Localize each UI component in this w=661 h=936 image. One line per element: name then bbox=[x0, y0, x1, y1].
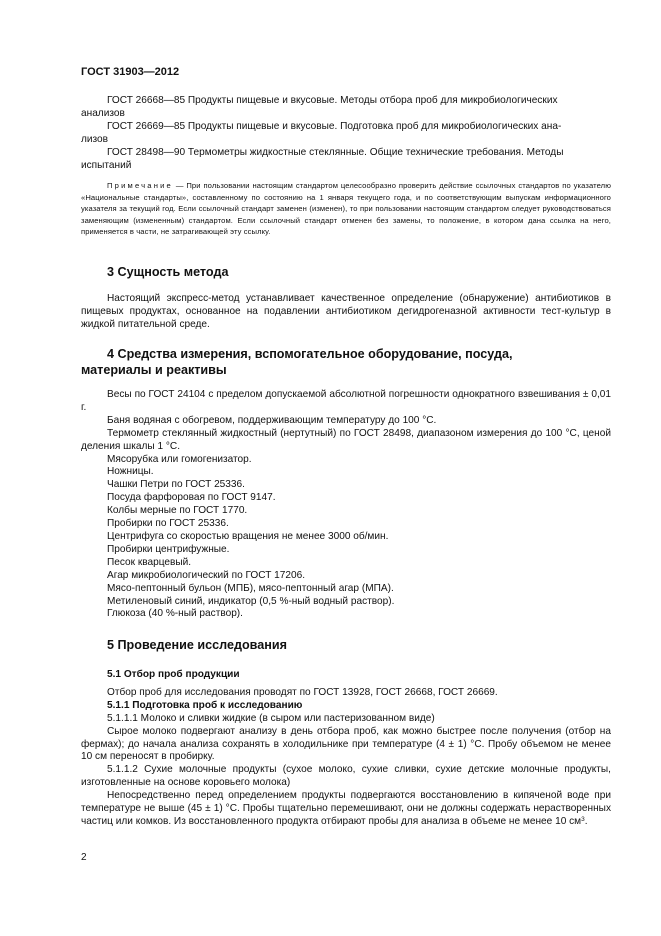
list-item: Пробирки центрифужные. bbox=[107, 543, 230, 555]
section-4-title: 4 Средства измерения, вспомогательное оборудование, посуда, bbox=[107, 347, 513, 361]
section-4-title-cont: материалы и реактивы bbox=[81, 363, 227, 377]
section-3-body bbox=[81, 293, 611, 332]
reference-item-continuation: анализов bbox=[81, 107, 125, 119]
section-5 bbox=[81, 637, 611, 653]
section-5-body bbox=[81, 669, 611, 829]
section-4 bbox=[81, 346, 611, 378]
section-5-title: 5 Проведение исследования bbox=[107, 638, 287, 652]
list-item: Центрифуга со скоростью вращения не менее 3000 об/мин. bbox=[107, 530, 389, 542]
subsection-5-1-1-title: 5.1.1 Подготовка проб к исследованию bbox=[107, 699, 303, 711]
list-item: Ножницы. bbox=[107, 466, 154, 478]
list-item: Чашки Петри по ГОСТ 25336. bbox=[107, 479, 245, 491]
list-item: Песок кварцевый. bbox=[107, 556, 192, 568]
list-item: Термометр стеклянный жидкостный (нертутный) по ГОСТ 28498, диапазоном измерения до 100 °С, ценой деления шкалы 1 °С. bbox=[81, 427, 611, 452]
subsection-5-1-text: Отбор проб для исследования проводят по ГОСТ 13928, ГОСТ 26668, ГОСТ 26669. bbox=[107, 686, 498, 698]
list-item: Колбы мерные по ГОСТ 1770. bbox=[107, 505, 248, 517]
list-item: Агар микробиологический по ГОСТ 17206. bbox=[107, 569, 306, 581]
subsection-5-1-1-1-title: 5.1.1.1 Молоко и сливки жидкие (в сыром или пастеризованном виде) bbox=[107, 712, 435, 724]
list-item: Метиленовый синий, индикатор (0,5 %-ный водный раствор). bbox=[107, 595, 395, 607]
list-item: Мясо-пептонный бульон (МПБ), мясо-пептонный агар (МПА). bbox=[107, 582, 394, 594]
document-header: ГОСТ 31903—2012 bbox=[81, 66, 180, 78]
section-3-title: 3 Сущность метода bbox=[107, 265, 229, 279]
superscript: 3 bbox=[581, 815, 585, 823]
page-number: 2 bbox=[81, 852, 87, 863]
note-text: — При пользовании настоящим стандартом целесообразно проверить действие ссылочных стандартов по указателю «Национальные стандарты», составленному по состоянию на 1 января текущего года, и по соответствующим выпускам информационного указателя за текущий год. Если ссылочный стандарт заменен (изменен), то при пользовании настоящим стандартом следует руководствоваться заменяющим (измененным) стандартом. Если ссылочный стандарт отменен без замены, то положение, в котором дана ссылка на него, применяется в части, не затрагивающей эту ссылку. bbox=[81, 181, 611, 236]
section-4-list bbox=[81, 389, 611, 621]
note-label: Примечание bbox=[107, 181, 173, 190]
subsection-5-1-1-1-text: Сырое молоко подвергают анализу в день отбора проб, как можно быстрее после получения (отбор на фермах); до начала анализа сохранять в холодильнике при температуре (4 ± 1) °С. Пробу объемом не менее 10 см переносят в пробирку. bbox=[81, 725, 611, 763]
note-block bbox=[81, 180, 611, 238]
list-item: Мясорубка или гомогенизатор. bbox=[107, 453, 252, 465]
list-item: Глюкоза (40 %-ный раствор). bbox=[107, 608, 243, 620]
section-3-text: Настоящий экспресс-метод устанавливает качественное определение (обнаружение) антибиотиков в пищевых продуктах, основанное на подавлении антибиотиком дегидрогеназной активности тест-культур в жидкой питательной среде. bbox=[81, 293, 611, 330]
list-item: Баня водяная с обогревом, поддерживающим температуру до 100 °С. bbox=[107, 414, 437, 426]
reference-item: ГОСТ 26668—85 Продукты пищевые и вкусовые. Методы отбора проб для микробиологических bbox=[107, 95, 558, 106]
subsection-5-1-1-2-title: 5.1.1.2 Сухие молочные продукты (сухое молоко, сухие сливки, сухие детские молочные продукты, изготовленные на основе коровьего молока) bbox=[81, 764, 611, 789]
subsection-5-1-1-2-text: Непосредственно перед определением продукты подвергаются восстановлению в кипяченой воде при температуре не выше (45 ± 1) °С. Пробы тщательно перемешивают, они не должны содержать нерастворенных частиц или комков. Из восстановленного продукта отбирают пробы для анализа в объеме не менее 10 $см^3$. bbox=[81, 790, 611, 827]
list-item: Посуда фарфоровая по ГОСТ 9147. bbox=[107, 492, 276, 504]
subsection-5-1-title: 5.1 Отбор проб продукции bbox=[107, 669, 240, 680]
section-3 bbox=[81, 264, 611, 280]
reference-item: ГОСТ 26669—85 Продукты пищевые и вкусовые. Подготовка проб для микробиологических ана- bbox=[107, 120, 562, 132]
list-item: Пробирки по ГОСТ 25336. bbox=[107, 518, 229, 530]
reference-item: ГОСТ 28498—90 Термометры жидкостные стеклянные. Общие технические требования. Методы bbox=[107, 146, 564, 158]
reference-item-continuation: лизов bbox=[81, 133, 109, 145]
reference-item-continuation: испытаний bbox=[81, 159, 132, 171]
list-item: Весы по ГОСТ 24104 с пределом допускаемой абсолютной погрешности однократного взвешивания ± 0,01 г. bbox=[81, 389, 611, 413]
reference-list bbox=[81, 95, 611, 172]
